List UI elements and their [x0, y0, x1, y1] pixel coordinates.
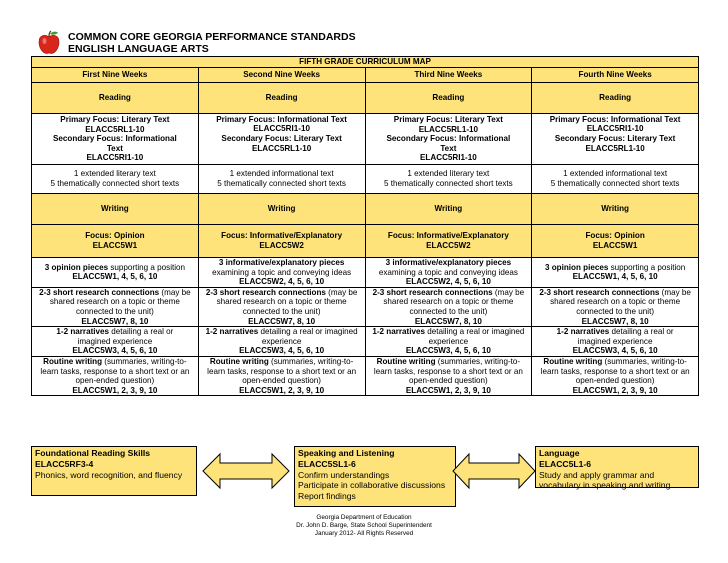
speaking-listening-box: [294, 446, 456, 507]
reading-focus-cell: Primary Focus: Informational Text ELACC5RI1-10 Secondary Focus: Literary Text ELACC5RL1-10: [198, 114, 365, 165]
curriculum-map-table: [31, 56, 699, 396]
writing-focus-cell: Focus: Opinion ELACC5W1: [32, 225, 199, 258]
foundational-desc: Phonics, word recognition, and fluency: [35, 469, 183, 480]
quarter-2-heading: Second Nine Weeks: [198, 68, 365, 83]
reading-label: Reading: [532, 83, 699, 114]
reading-focus-cell: Primary Focus: Literary Text ELACC5RL1-10 Secondary Focus: Informational Text ELACC5RI1-10: [32, 114, 199, 165]
reading-band: [32, 83, 699, 114]
narratives-cell: 1-2 narratives detailing a real or imagined experience ELACC5W3, 4, 5, 6, 10: [365, 327, 532, 357]
reading-label: Reading: [198, 83, 365, 114]
footer-line-3: January 2012- All Rights Reserved: [314, 530, 414, 538]
writing-pieces-cell: 3 opinion pieces supporting a position ELACC5W1, 4, 5, 6, 10: [32, 258, 199, 288]
quarter-4-heading: Fourth Nine Weeks: [532, 68, 699, 83]
reading-texts-cell: 1 extended informational text 5 thematically connected short texts: [198, 165, 365, 194]
narratives-cell: 1-2 narratives detailing a real or imagined experience ELACC5W3, 4, 5, 6, 10: [198, 327, 365, 357]
language-code: ELACC5L1-6: [539, 458, 592, 469]
narratives-row: [32, 327, 699, 357]
language-desc-1: Study and apply grammar and: [539, 469, 655, 480]
reading-focus-cell: Primary Focus: Informational Text ELACC5RI1-10 Secondary Focus: Literary Text ELACC5RL1-10: [532, 114, 699, 165]
map-title: FIFTH GRADE CURRICULUM MAP: [32, 57, 699, 68]
quarter-3-heading: Third Nine Weeks: [365, 68, 532, 83]
document-header: [36, 30, 696, 56]
language-desc-2: vocabulary in speaking and writing: [539, 480, 671, 491]
apple-icon: [36, 30, 62, 56]
writing-focus-cell: Focus: Opinion ELACC5W1: [532, 225, 699, 258]
double-arrow-right-icon: [452, 452, 536, 490]
writing-focus-cell: Focus: Informative/Explanatory ELACC5W2: [365, 225, 532, 258]
quarters-row: [32, 68, 699, 83]
reading-label: Reading: [365, 83, 532, 114]
speaking-item: Participate in collaborative discussions: [298, 480, 446, 491]
writing-band: [32, 194, 699, 225]
writing-label: Writing: [365, 194, 532, 225]
routine-cell: Routine writing (summaries, writing-to- learn tasks, response to a short text or an open-ended question) ELACC5W1, 2, 3, 9, 10: [365, 356, 532, 395]
narratives-cell: 1-2 narratives detailing a real or imagined experience ELACC5W3, 4, 5, 6, 10: [532, 327, 699, 357]
double-arrow-left-icon: [202, 452, 290, 490]
research-cell: 2-3 short research connections (may be shared research on a topic or theme connected to the unit) ELACC5W7, 8, 10: [532, 287, 699, 326]
foundational-skills-box: [31, 446, 197, 496]
header-text: [68, 31, 356, 55]
writing-label: Writing: [532, 194, 699, 225]
footer-line-2: Dr. John D. Barge, State School Superintendent: [296, 522, 432, 530]
reading-texts-cell: 1 extended literary text 5 thematically connected short texts: [32, 165, 199, 194]
writing-label: Writing: [32, 194, 199, 225]
narratives-cell: 1-2 narratives detailing a real or imagined experience ELACC5W3, 4, 5, 6, 10: [32, 327, 199, 357]
header-line-2: ENGLISH LANGUAGE ARTS: [68, 43, 209, 55]
research-cell: 2-3 short research connections (may be shared research on a topic or theme connected to the unit) ELACC5W7, 8, 10: [365, 287, 532, 326]
writing-pieces-cell: 3 informative/explanatory pieces examining a topic and conveying ideas ELACC5W2, 4, 5, 6, 10: [365, 258, 532, 288]
writing-focus-row: [32, 225, 699, 258]
research-cell: 2-3 short research connections (may be shared research on a topic or theme connected to the unit) ELACC5W7, 8, 10: [32, 287, 199, 326]
speaking-item: Report findings: [298, 491, 356, 502]
speaking-title: Speaking and Listening: [298, 448, 395, 458]
reading-label: Reading: [32, 83, 199, 114]
speaking-item: Confirm understandings: [298, 469, 390, 480]
writing-label: Writing: [198, 194, 365, 225]
research-row: [32, 287, 699, 326]
routine-cell: Routine writing (summaries, writing-to- learn tasks, response to a short text or an open-ended question) ELACC5W1, 2, 3, 9, 10: [32, 356, 199, 395]
reading-focus-row: [32, 114, 699, 165]
reading-texts-cell: 1 extended informational text 5 thematically connected short texts: [532, 165, 699, 194]
writing-focus-cell: Focus: Informative/Explanatory ELACC5W2: [198, 225, 365, 258]
title-row: [32, 57, 699, 68]
footer-line-1: Georgia Department of Education: [316, 514, 412, 521]
writing-pieces-row: [32, 258, 699, 288]
speaking-code: ELACC5SL1-6: [298, 458, 356, 469]
foundational-title: Foundational Reading Skills: [35, 448, 151, 458]
routine-row: [32, 356, 699, 395]
writing-pieces-cell: 3 informative/explanatory pieces examining a topic and conveying ideas ELACC5W2, 4, 5, 6, 10: [198, 258, 365, 288]
writing-pieces-cell: 3 opinion pieces supporting a position ELACC5W1, 4, 5, 6, 10: [532, 258, 699, 288]
language-box: [535, 446, 699, 491]
reading-texts-row: [32, 165, 699, 194]
research-cell: 2-3 short research connections (may be shared research on a topic or theme connected to the unit) ELACC5W7, 8, 10: [198, 287, 365, 326]
routine-cell: Routine writing (summaries, writing-to- learn tasks, response to a short text or an open-ended question) ELACC5W1, 2, 3, 9, 10: [532, 356, 699, 395]
reading-focus-cell: Primary Focus: Literary Text ELACC5RL1-10 Secondary Focus: Informational Text ELACC5RI1-10: [365, 114, 532, 165]
footer: [270, 514, 458, 539]
reading-texts-cell: 1 extended literary text 5 thematically connected short texts: [365, 165, 532, 194]
language-title: Language: [539, 448, 580, 458]
header-line-1: COMMON CORE GEORGIA PERFORMANCE STANDARDS: [68, 31, 356, 43]
routine-cell: Routine writing (summaries, writing-to- learn tasks, response to a short text or an open-ended question) ELACC5W1, 2, 3, 9, 10: [198, 356, 365, 395]
quarter-1-heading: First Nine Weeks: [32, 68, 199, 83]
foundational-code: ELACC5RF3-4: [35, 458, 94, 469]
